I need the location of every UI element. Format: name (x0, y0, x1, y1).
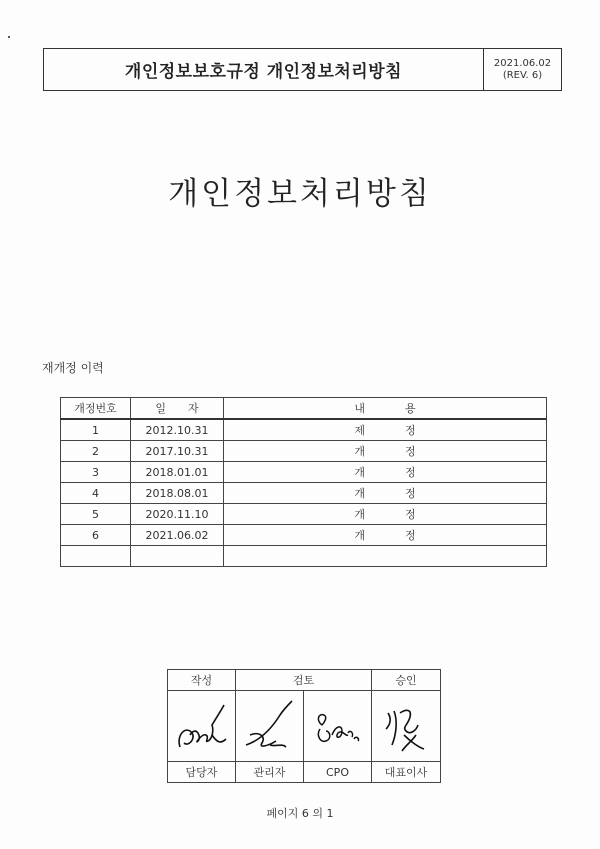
table-row (61, 462, 547, 483)
approval-header-row (168, 670, 441, 691)
revision-content-cell: 개정 (224, 441, 547, 462)
revision-number: (REV. 6) (502, 69, 543, 81)
role-cpo: CPO (304, 762, 372, 783)
signature-author (168, 691, 236, 762)
role-ceo: 대표이사 (372, 762, 441, 783)
document-header (43, 48, 562, 91)
revision-number-cell: 2 (61, 441, 131, 462)
revision-number-cell: 4 (61, 483, 131, 504)
table-row-empty (61, 546, 547, 567)
page-number: 페이지 6 의 1 (266, 807, 334, 820)
header-title: 개인정보보호규정 개인정보처리방침 (124, 62, 403, 82)
column-header-date: 일자 (131, 398, 224, 420)
signature-ceo (372, 691, 441, 762)
revision-content-cell: 제정 (224, 419, 547, 441)
revision-date-cell (131, 546, 224, 567)
approval-header-reviewed: 검토 (236, 670, 372, 691)
approval-header-approved: 승인 (372, 670, 441, 691)
revision-date-cell: 2020.11.10 (131, 504, 224, 525)
revision-date-cell: 2018.08.01 (131, 483, 224, 504)
table-row (61, 525, 547, 546)
signature-manager (236, 691, 304, 762)
role-manager: 관리자 (236, 762, 304, 783)
table-row (61, 419, 547, 441)
document-title: 개인정보처리방침 (168, 176, 432, 212)
scan-mark (8, 36, 10, 38)
revision-content-cell (224, 546, 547, 567)
revision-content-cell: 개정 (224, 462, 547, 483)
signature-row (168, 691, 441, 762)
revision-number-cell: 6 (61, 525, 131, 546)
revision-date-cell: 2017.10.31 (131, 441, 224, 462)
table-row (61, 441, 547, 462)
table-row (61, 504, 547, 525)
revision-date-cell: 2021.06.02 (131, 525, 224, 546)
signature-cpo (304, 691, 372, 762)
revision-number-cell: 3 (61, 462, 131, 483)
approval-role-row (168, 762, 441, 783)
revision-date-cell: 2012.10.31 (131, 419, 224, 441)
revision-history-table (60, 397, 547, 567)
revision-number-cell: 1 (61, 419, 131, 441)
revision-number-cell (61, 546, 131, 567)
table-row (61, 483, 547, 504)
revision-content-cell: 개정 (224, 483, 547, 504)
revision-date-cell: 2018.01.01 (131, 462, 224, 483)
approval-table (167, 669, 441, 783)
role-author: 담당자 (168, 762, 236, 783)
revision-date: 2021.06.02 (493, 57, 552, 69)
history-label: 재개정 이력 (42, 361, 104, 375)
revision-content-cell: 개정 (224, 525, 547, 546)
column-header-content: 내용 (224, 398, 547, 420)
approval-header-written: 작성 (168, 670, 236, 691)
table-header-row (61, 398, 547, 420)
revision-number-cell: 5 (61, 504, 131, 525)
revision-content-cell: 개정 (224, 504, 547, 525)
column-header-number: 개정번호 (61, 398, 131, 420)
revision-info (483, 49, 561, 90)
